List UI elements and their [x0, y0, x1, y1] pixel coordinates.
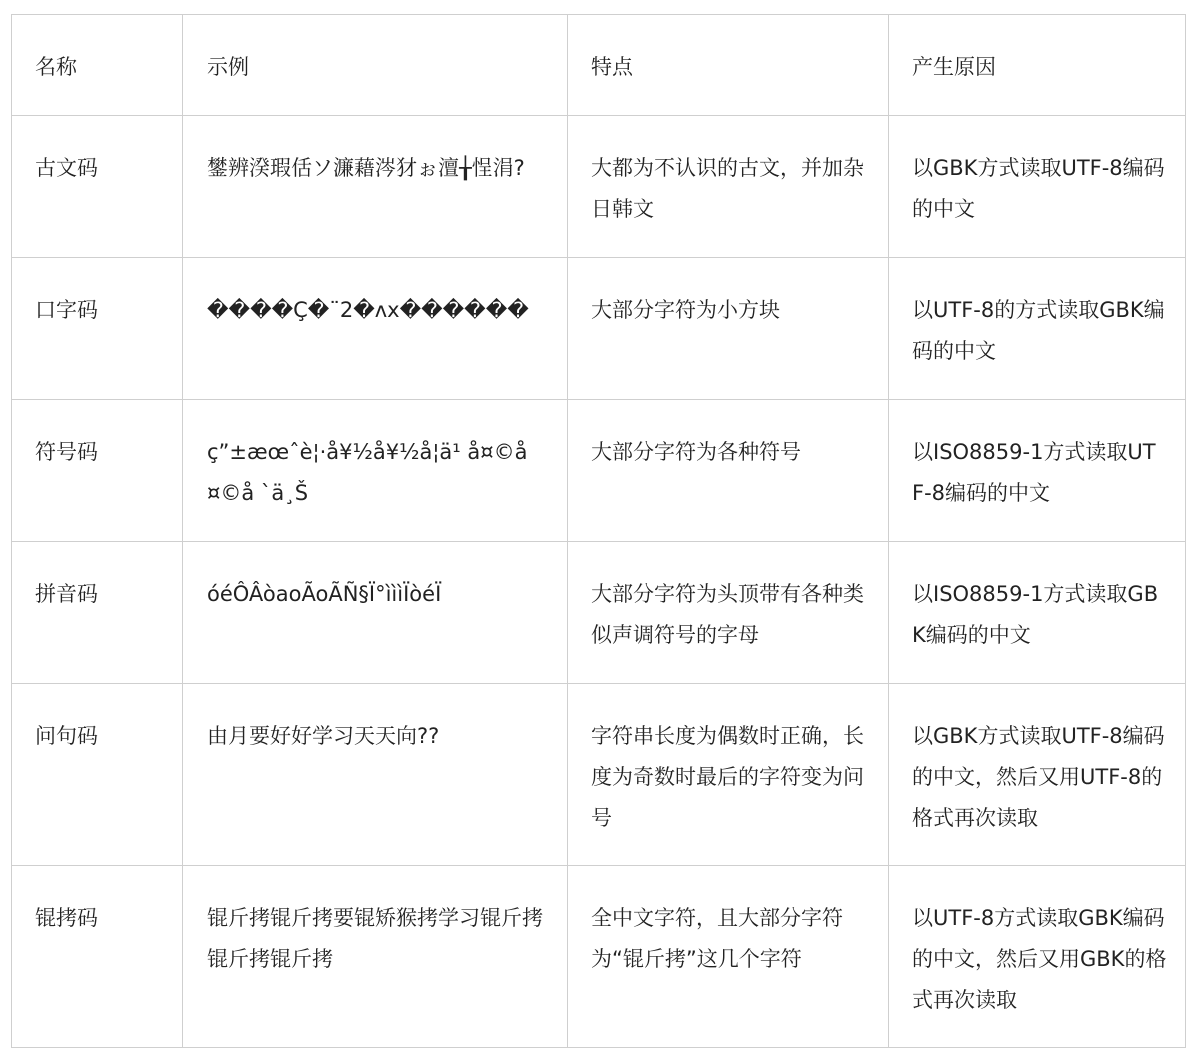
garbled-text-table-container: [11, 14, 1185, 1048]
cell-example: ç”±æœˆè¦·å¥½å¥½å¦ä¹ å¤©å¤©å `ä¸Š: [183, 400, 568, 542]
cell-name: 问句码: [12, 684, 183, 866]
cell-example: 锟斤拷锟斤拷要锟矫猴拷学习锟斤拷锟斤拷锟斤拷: [183, 866, 568, 1048]
cell-cause: 以GBK方式读取UTF-8编码的中文: [889, 116, 1186, 258]
cell-feature: 大部分字符为头顶带有各种类似声调符号的字母: [568, 542, 889, 684]
header-name: 名称: [12, 15, 183, 116]
cell-name: 符号码: [12, 400, 183, 542]
table-row: [12, 684, 1186, 866]
cell-feature: 大部分字符为小方块: [568, 258, 889, 400]
cell-cause: 以UTF-8方式读取GBK编码的中文，然后又用GBK的格式再次读取: [889, 866, 1186, 1048]
cell-cause: 以UTF-8的方式读取GBK编码的中文: [889, 258, 1186, 400]
cell-cause: 以GBK方式读取UTF-8编码的中文，然后又用UTF-8的格式再次读取: [889, 684, 1186, 866]
garbled-text-table: [11, 14, 1186, 1048]
cell-feature: 全中文字符，且大部分字符为“锟斤拷”这几个字符: [568, 866, 889, 1048]
cell-name: 古文码: [12, 116, 183, 258]
cell-name: 锟拷码: [12, 866, 183, 1048]
cell-feature: 大都为不认识的古文，并加杂日韩文: [568, 116, 889, 258]
table-row: [12, 866, 1186, 1048]
table-row: [12, 258, 1186, 400]
header-example: 示例: [183, 15, 568, 116]
cell-feature: 大部分字符为各种符号: [568, 400, 889, 542]
cell-example: óéÔÂòaoÃoÃÑ§Ï°ìììÏòéÏ: [183, 542, 568, 684]
cell-cause: 以ISO8859-1方式读取UTF-8编码的中文: [889, 400, 1186, 542]
table-row: [12, 542, 1186, 684]
cell-cause: 以ISO8859-1方式读取GBK编码的中文: [889, 542, 1186, 684]
table-row: [12, 116, 1186, 258]
cell-example: 鐢辨湀瑕佸ソ濂藉涔犲ぉ澶╁悜涓?: [183, 116, 568, 258]
cell-feature: 字符串长度为偶数时正确，长度为奇数时最后的字符变为问号: [568, 684, 889, 866]
table-row: [12, 400, 1186, 542]
table-header-row: [12, 15, 1186, 116]
header-feature: 特点: [568, 15, 889, 116]
header-cause: 产生原因: [889, 15, 1186, 116]
cell-name: 拼音码: [12, 542, 183, 684]
cell-example: ����Ç�¨2�ʌx������: [183, 258, 568, 400]
cell-example: 由月要好好学习天天向??: [183, 684, 568, 866]
cell-name: 口字码: [12, 258, 183, 400]
